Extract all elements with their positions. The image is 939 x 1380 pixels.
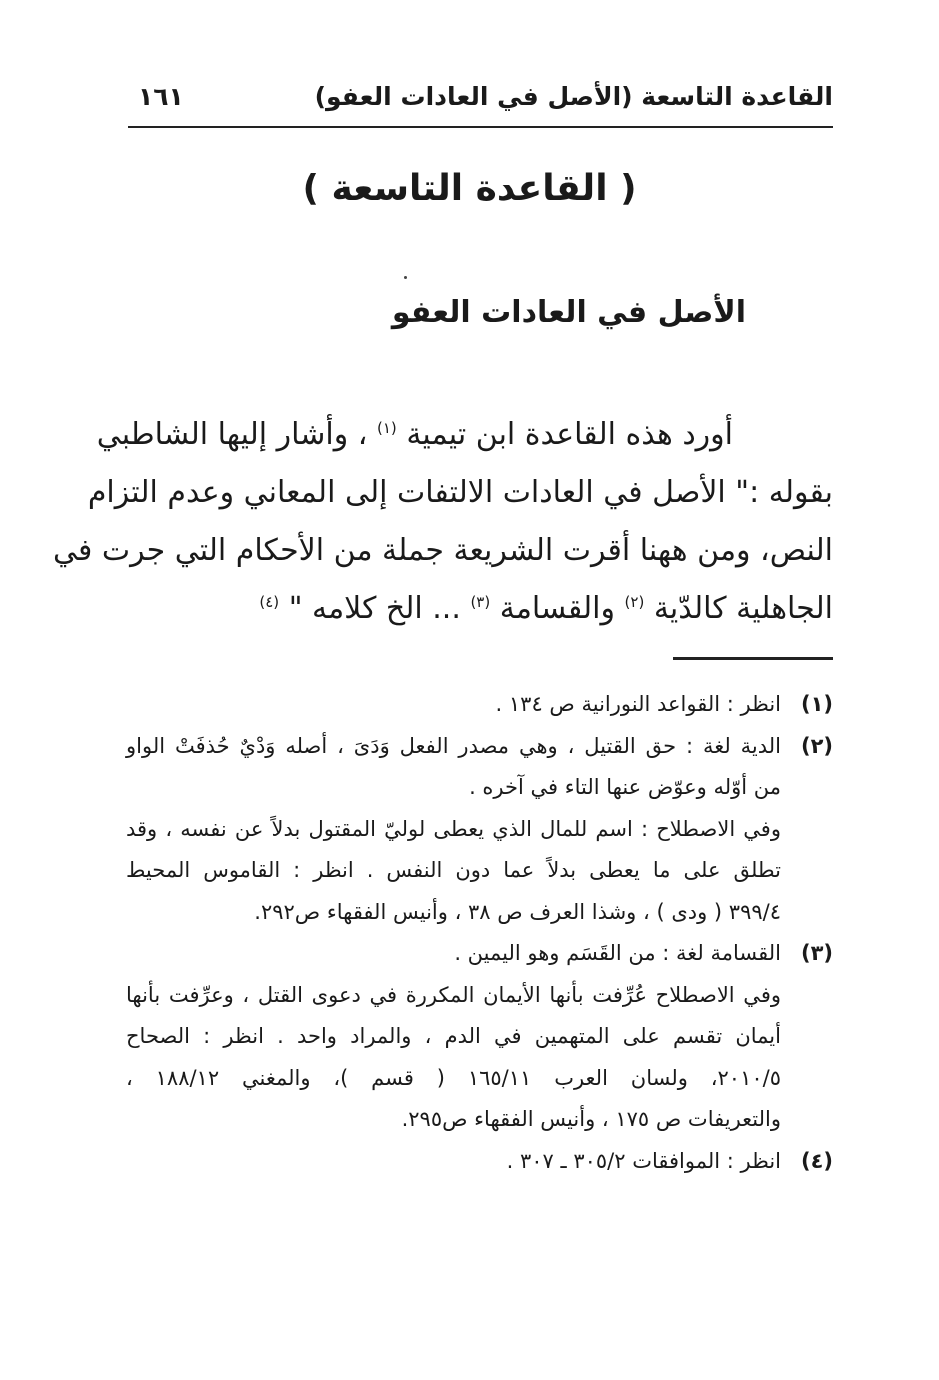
footnote-line: ٢٠١٠/٥، ولسان العرب ١٦٥/١١ ( قسم )، والمغني ١٨٨/١٢ ، xyxy=(126,1065,781,1090)
footnote-2 xyxy=(126,728,833,770)
footnote-number: (٢) xyxy=(800,733,833,758)
footnote-line: ٣٩٩/٤ ( ودى ) ، وشذا العرف ص ٣٨ ، وأنيس الفقهاء ص٢٩٢. xyxy=(254,899,781,924)
footnote-separator xyxy=(673,657,833,660)
footnote-text: الدية لغة : حق القتيل ، وهي مصدر الفعل وَدَىَ ، أصله وَدْيٌ حُذفَتْ الواو xyxy=(126,733,781,758)
body-text-segment: الجاهلية كالدّية xyxy=(653,591,833,626)
body-line xyxy=(122,584,833,642)
footnote-line: وفي الاصطلاح عُرِّفت بأنها الأيمان المكررة في دعوى القتل ، وعرِّفت بأنها xyxy=(126,982,781,1007)
chapter-title: ( القاعدة التاسعة ) xyxy=(302,168,637,209)
footnote-ref-1[interactable]: (١) xyxy=(377,419,397,437)
footnote-number: (٤) xyxy=(800,1148,833,1173)
footnote-line: من أوّله وعوّض عنها التاء في آخره . xyxy=(469,775,781,799)
section-title: الأصل في العادات العفو xyxy=(391,295,746,330)
footnote-ref-3[interactable]: (٣) xyxy=(470,593,491,611)
body-text-segment: والقسامة xyxy=(499,591,615,626)
footnote-line: تطلق على ما يعطى بدلاً عما دون النفس . انظر : القاموس المحيط xyxy=(126,858,781,882)
footnote-1 xyxy=(126,686,833,728)
footnote-line: والتعريفات ص ١٧٥ ، وأنيس الفقهاء ص٢٩٥. xyxy=(401,1107,781,1131)
body-text-segment: ، وأشار إليها الشاطبي xyxy=(96,417,368,452)
footnote-text: انظر : القواعد النورانية ص ١٣٤ . xyxy=(495,692,781,716)
footnotes xyxy=(126,686,833,1184)
footnote-ref-2[interactable]: (٢) xyxy=(624,593,645,611)
footnote-text: انظر : الموافقات ٣٠٥/٢ ـ ٣٠٧ . xyxy=(506,1148,781,1173)
body-line: النص، ومن ههنا أقرت الشريعة جملة من الأحكام التي جرت في xyxy=(52,533,833,568)
footnote-line: أيمان تقسم على المتهمين في الدم ، والمراد واحد . انظر : الصحاح xyxy=(126,1024,781,1048)
body-paragraph xyxy=(52,410,833,642)
page-number: ١٦١ xyxy=(138,82,184,111)
body-text-segment: أورد هذه القاعدة ابن تيمية xyxy=(406,417,733,452)
running-header xyxy=(128,80,833,128)
footnote-number: (٣) xyxy=(800,941,833,965)
footnote-line: وفي الاصطلاح : اسم للمال الذي يعطى لوليّ المقتول بدلاً عن نفسه ، وقد xyxy=(126,816,781,841)
footnote-3 xyxy=(126,935,833,977)
body-text-segment: ... الخ كلامه " xyxy=(288,591,461,626)
footnote-ref-4[interactable]: (٤) xyxy=(259,593,280,611)
ink-speck xyxy=(404,276,407,279)
running-title: القاعدة التاسعة (الأصل في العادات العفو) xyxy=(314,82,833,111)
body-line: بقوله :" الأصل في العادات الالتفات إلى المعاني وعدم التزام xyxy=(87,475,833,510)
footnote-number: (١) xyxy=(800,692,833,716)
body-line xyxy=(96,410,833,468)
footnote-4 xyxy=(126,1143,833,1185)
footnote-text: القسامة لغة : من القَسَم وهو اليمين . xyxy=(454,941,781,965)
